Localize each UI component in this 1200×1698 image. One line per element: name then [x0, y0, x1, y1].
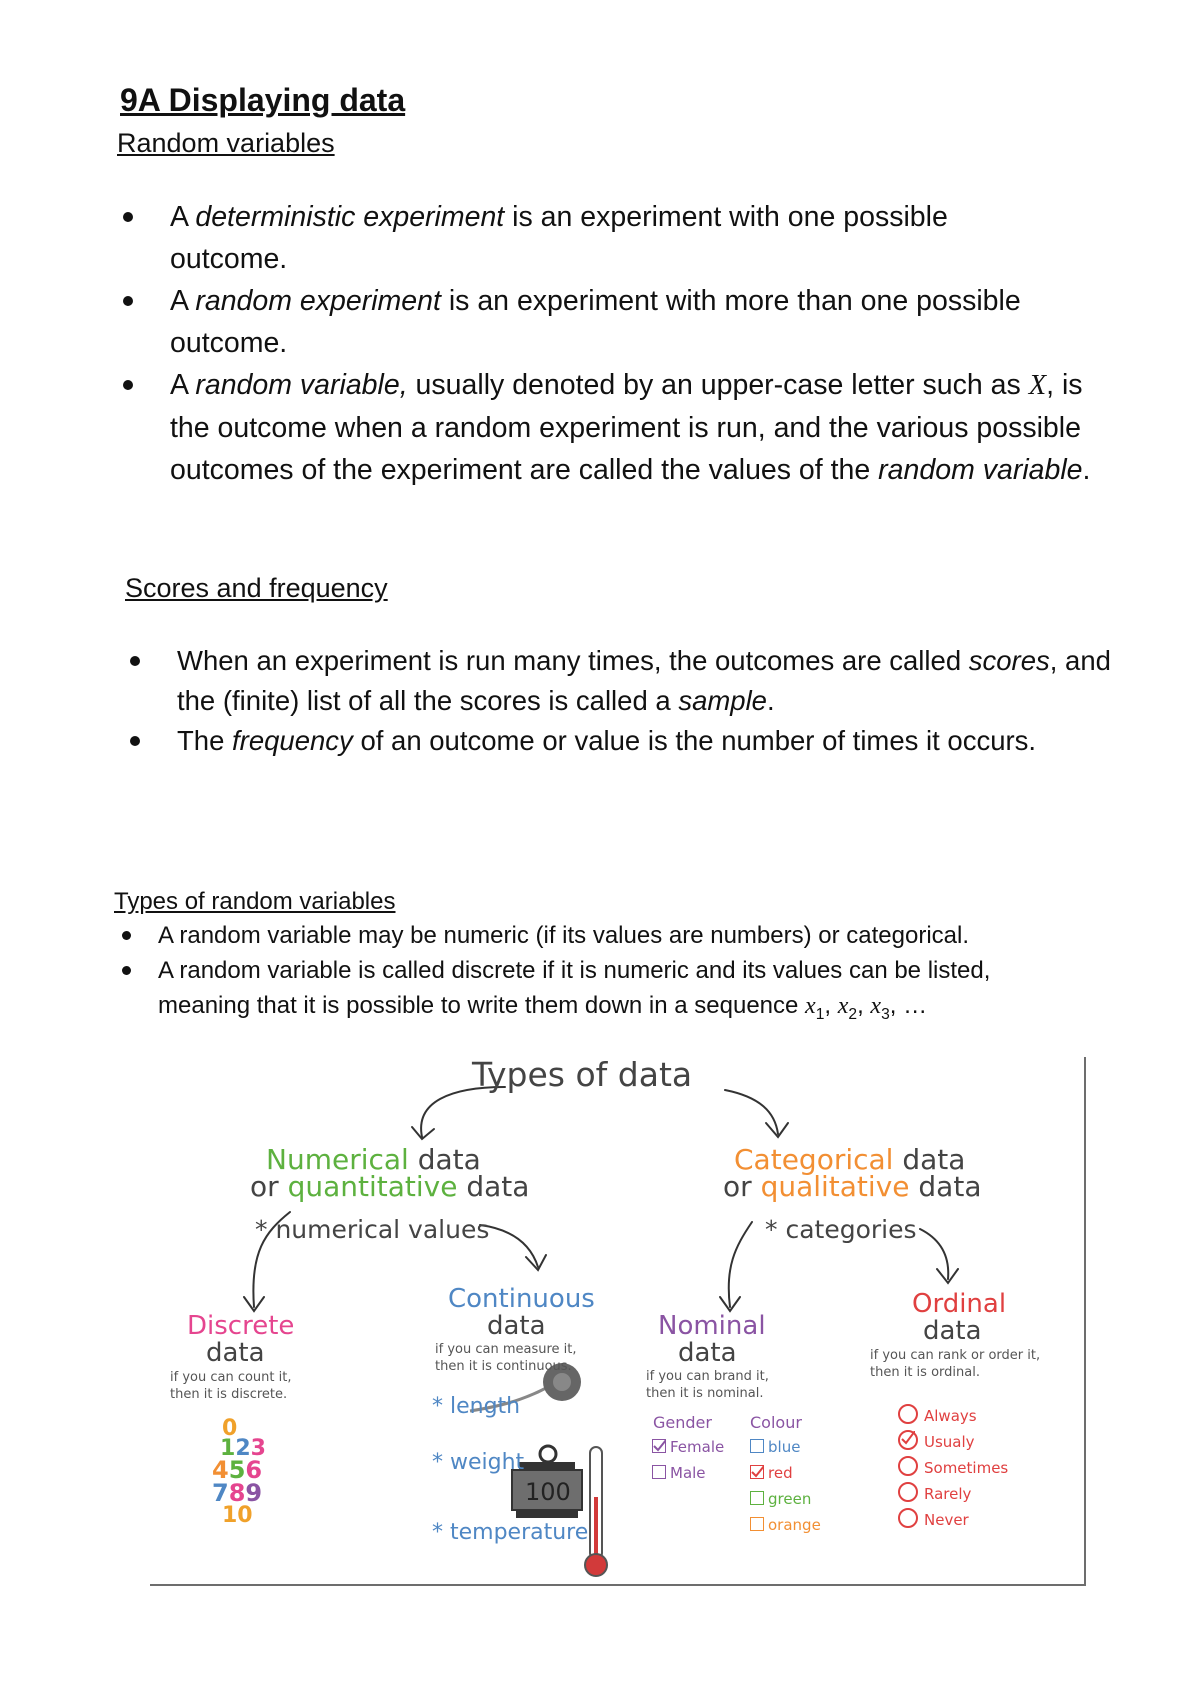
gender-label: Gender: [653, 1413, 712, 1432]
ordinal-label: Ordinal: [912, 1289, 1007, 1319]
bullet-icon: [123, 296, 133, 306]
nominal-description: if you can brand it, then it is nominal.: [646, 1369, 769, 1401]
numerical-values-note: * numerical values: [255, 1215, 490, 1244]
list-item: orange: [750, 1516, 821, 1534]
weight-value: 100: [525, 1478, 571, 1506]
bullet-icon: [130, 736, 140, 746]
random-variables-list: [120, 196, 1120, 491]
discrete-description: if you can count it, then it is discrete.: [170, 1370, 292, 1402]
list-item: red: [750, 1464, 793, 1482]
checkbox-icon: [750, 1439, 764, 1453]
list-item: A random experiment is an experiment with more than one possible outcome.: [120, 280, 1070, 364]
bullet-icon: [123, 212, 133, 222]
list-item: When an experiment is run many times, the outcomes are called scores, and the (finite) list of all the scores is called a sample.: [127, 641, 1127, 721]
list-item: green: [750, 1490, 811, 1508]
length-item: * length: [432, 1394, 521, 1419]
discrete-label: Discrete: [187, 1311, 295, 1341]
bullet-icon: [122, 931, 131, 940]
weight-item: * weight: [432, 1450, 525, 1475]
continuous-description: if you can measure it, then it is continuous.: [435, 1342, 577, 1374]
checkbox-icon: [750, 1491, 764, 1505]
nominal-label: Nominal: [658, 1311, 766, 1341]
colour-label: Colour: [750, 1413, 802, 1432]
qualitative-data-label: or qualitative data: [723, 1170, 982, 1203]
random-variables-heading: Random variables: [117, 128, 335, 158]
checkbox-icon: [652, 1465, 666, 1479]
list-item: Never: [898, 1508, 969, 1529]
types-of-data-infographic: [150, 1057, 1086, 1587]
checkbox-icon: [750, 1517, 764, 1531]
checkbox-checked-icon: [652, 1439, 666, 1453]
scores-list: [127, 641, 1127, 761]
ordinal-data-label: data: [923, 1316, 982, 1346]
list-item: Female: [652, 1438, 724, 1456]
list-item: A random variable may be numeric (if its values are numbers) or categorical.: [120, 918, 1120, 953]
numerical-data-label: Numerical data: [266, 1143, 481, 1176]
ordinal-description: if you can rank or order it, then it is ordinal.: [870, 1348, 1041, 1380]
radio-icon: [898, 1482, 918, 1502]
continuous-label: Continuous: [448, 1284, 595, 1314]
list-item: Always: [898, 1404, 977, 1425]
radio-icon: [898, 1508, 918, 1528]
scores-frequency-heading: Scores and frequency: [125, 573, 388, 603]
infographic-title: Types of data: [472, 1055, 693, 1094]
bullet-icon: [130, 656, 140, 666]
nominal-data-label: data: [678, 1338, 737, 1368]
types-heading: Types of random variables: [114, 888, 396, 915]
radio-icon: [898, 1404, 918, 1424]
temperature-item: * temperature: [432, 1520, 589, 1545]
discrete-data-label: data: [206, 1338, 265, 1368]
list-item: A deterministic experiment is an experiment with one possible outcome.: [120, 196, 990, 280]
numbers-illustration: 0 123 456 789 10: [212, 1416, 266, 1528]
categorical-data-label: Categorical data: [734, 1143, 966, 1176]
page-title: 9A Displaying data: [120, 82, 406, 118]
list-item: Sometimes: [898, 1456, 1008, 1477]
bullet-icon: [122, 966, 131, 975]
radio-icon: [898, 1456, 918, 1476]
checkbox-checked-icon: [750, 1465, 764, 1479]
bullet-icon: [123, 380, 133, 390]
types-list: [120, 918, 1120, 1032]
list-item: A random variable, usually denoted by an upper-case letter such as X, is the outcome when a random experiment is run, and the various possible outcomes of the experiment are called the values of the random variable.: [120, 364, 1130, 491]
radio-checked-icon: [898, 1430, 918, 1450]
categories-note: * categories: [765, 1215, 917, 1244]
list-item: Rarely: [898, 1482, 971, 1503]
continuous-data-label: data: [487, 1311, 546, 1341]
list-item: Usualy: [898, 1430, 975, 1451]
quantitative-data-label: or quantitative data: [250, 1170, 530, 1203]
thermometer-icon: [585, 1447, 607, 1576]
list-item: blue: [750, 1438, 800, 1456]
list-item: The frequency of an outcome or value is the number of times it occurs.: [127, 721, 1187, 761]
list-item: A random variable is called discrete if it is numeric and its values can be listed, meaning that it is possible to write them down in a sequence $x_1$, $x_2$, $x_3$, …: [120, 953, 1058, 1032]
list-item: Male: [652, 1464, 706, 1482]
